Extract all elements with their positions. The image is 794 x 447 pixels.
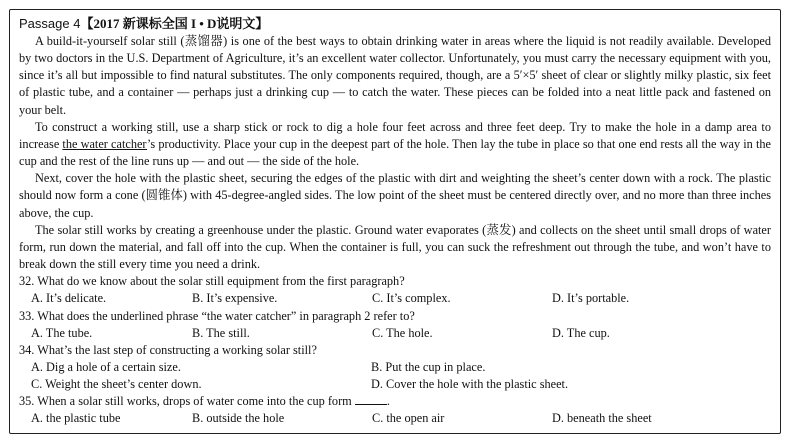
- question-35-options: [19, 410, 771, 427]
- question-35-stem-line: [19, 393, 771, 410]
- question-32-option-d: D. It’s portable.: [552, 291, 630, 306]
- passage-frame: [9, 9, 781, 434]
- underlined-phrase: the water catcher: [62, 136, 147, 151]
- question-35-option-c: C. the open air: [372, 411, 445, 426]
- question-32-option-c: C. It’s complex.: [372, 291, 451, 306]
- question-35-stem: 35. When a solar still works, drops of water come into the cup form: [19, 394, 352, 409]
- question-34-stem: 34. What’s the last step of constructing a working solar still?: [19, 342, 317, 357]
- passage-title: [19, 16, 771, 32]
- question-33-option-d: D. The cup.: [552, 325, 610, 340]
- question-34-option-c: C. Weight the sheet’s center down.: [31, 377, 202, 392]
- passage-label: Passage 4: [19, 16, 81, 31]
- passage-source: 【2017 新课标全国 I • D说明文】: [80, 16, 269, 31]
- paragraph-4: The solar still works by creating a greenhouse under the plastic. Ground water evaporates (蒸发) and collects on the sheet until small drops of water form, run down the material, and fall off into the cup. When the container is full, you can suck the refreshment out through the tube, and won’t have to break down the still every time you need a drink.: [19, 222, 771, 272]
- paragraph-2: [19, 119, 771, 170]
- question-32-option-a: A. It’s delicate.: [31, 291, 107, 306]
- question-34-options: [19, 359, 771, 393]
- question-32-option-b: B. It’s expensive.: [192, 291, 278, 306]
- question-35-stem-end: .: [386, 394, 390, 409]
- question-34-option-b: B. Put the cup in place.: [371, 359, 486, 374]
- paragraph-1: A build-it-yourself solar still (蒸馏器) is one of the best ways to obtain drinking water in areas where the liquid is not readily available. Developed by two doctors in the U.S. Department of Agriculture, it’s an excellent water collector. Unfortunately, you must carry the necessary equipment with you, since it’s all but impossible to find natural substitutes. The only components required, though, are a 5′×5′ sheet of clear or slightly milky plastic, six feet of plastic tube, and a container — perhaps just a drinking cup — to catch the water. These pieces can be folded into a neat little pack and fastened on your belt.: [19, 34, 771, 117]
- question-34-option-a: A. Dig a hole of a certain size.: [31, 359, 181, 374]
- question-33-stem: 33. What does the underlined phrase “the water catcher” in paragraph 2 refer to?: [19, 308, 415, 323]
- question-35-option-a: A. the plastic tube: [31, 411, 121, 426]
- question-35-option-d: D. beneath the sheet: [552, 411, 652, 426]
- question-35-option-b: B. outside the hole: [192, 411, 285, 426]
- question-33-option-b: B. The still.: [192, 325, 250, 340]
- question-32-options: [19, 290, 771, 307]
- paragraph-2-part-b: ’s productivity. Place your cup in the deepest part of the hole. Then lay the tube in place so that one end rests all the way in the cup and the rest of the line runs up — and out — the side of the hole.: [19, 136, 771, 169]
- question-33-option-c: C. The hole.: [372, 325, 433, 340]
- paragraph-2-part-a: To construct a working still, use a sharp stick or rock to dig a hole four feet across and three feet deep. Try to make the hole in a damp area to increase: [19, 119, 771, 151]
- question-33-option-a: A. The tube.: [31, 325, 93, 340]
- paragraph-3: Next, cover the hole with the plastic sheet, securing the edges of the plastic with dirt and weighting the sheet’s center down with a rock. The plastic should now form a cone (圆锥体) with 45-degree-angled sides. The low point of the sheet must be centered directly over, and no more than three inches above, the cup.: [19, 171, 771, 220]
- question-34-option-d: D. Cover the hole with the plastic sheet.: [371, 377, 569, 392]
- question-33-options: [19, 325, 771, 342]
- answer-blank: [355, 393, 387, 405]
- question-32-stem: 32. What do we know about the solar still equipment from the first paragraph?: [19, 274, 405, 289]
